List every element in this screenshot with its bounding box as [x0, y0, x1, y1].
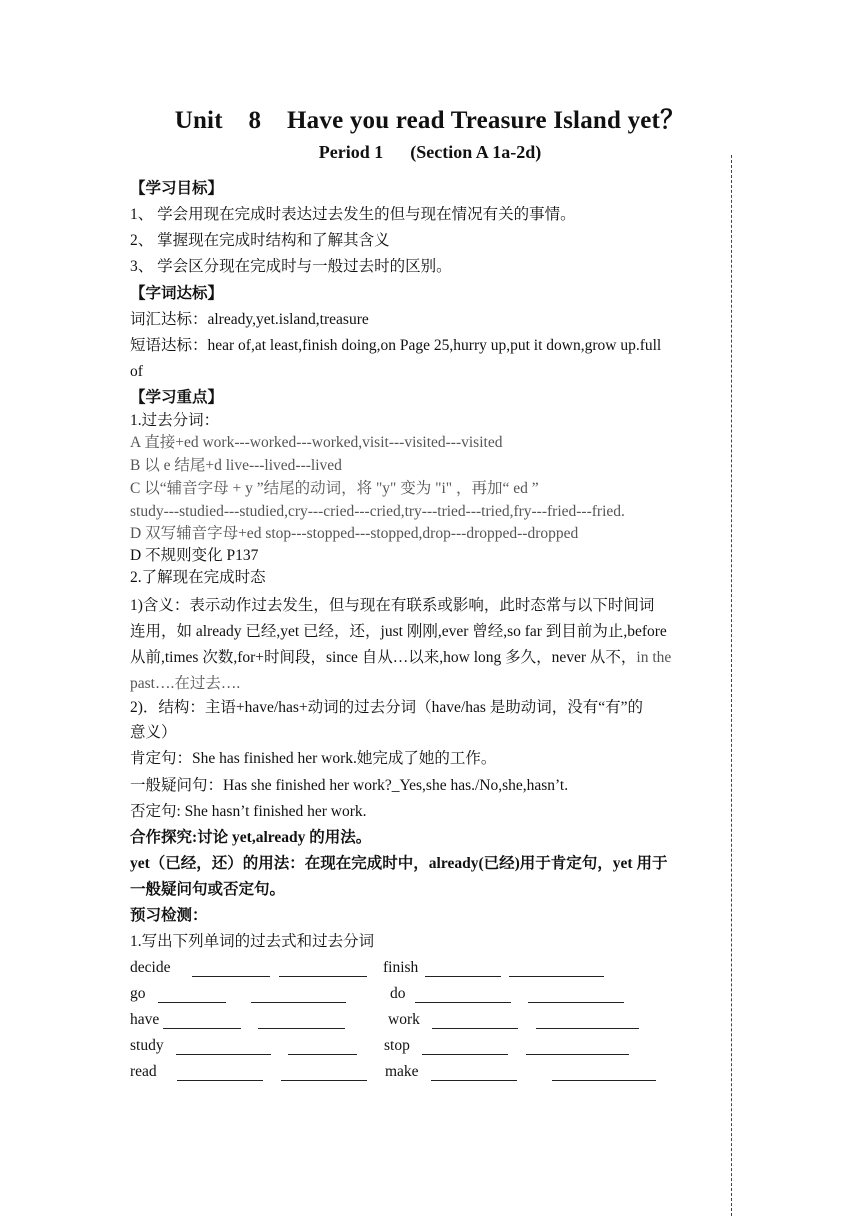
exercise-word: decide — [130, 959, 171, 976]
vocab-phrases-continued: of — [130, 363, 143, 380]
binding-dashed-line — [731, 155, 732, 1216]
answer-blank[interactable] — [425, 976, 501, 977]
exercise-row — [130, 985, 690, 1005]
answer-blank[interactable] — [526, 1054, 629, 1055]
answer-blank[interactable] — [258, 1028, 345, 1029]
positive-sentence: 肯定句：She has finished her work.她完成了她的工作。 — [130, 750, 497, 767]
answer-blank[interactable] — [422, 1054, 508, 1055]
meaning-text-gray: in the — [636, 649, 672, 666]
meaning-line: 1)含义：表示动作过去发生，但与现在有联系或影响，此时态常与以下时间词 — [130, 597, 655, 614]
exercise-row — [130, 959, 690, 979]
answer-blank[interactable] — [432, 1028, 518, 1029]
answer-blank[interactable] — [536, 1028, 639, 1029]
exercise-word: make — [385, 1063, 419, 1080]
cooperation-heading: 合作探究:讨论 yet,already 的用法。 — [130, 829, 372, 846]
exercise-word: go — [130, 985, 146, 1002]
answer-blank[interactable] — [251, 1002, 346, 1003]
exercise-word: finish — [383, 959, 419, 976]
structure-line: 意义） — [130, 724, 177, 741]
page-title: Unit 8 Have you read Treasure Island yet？ — [174, 107, 686, 134]
answer-blank[interactable] — [528, 1002, 624, 1003]
exercise-row — [130, 1011, 690, 1031]
rule-irregular: D 不规则变化 P137 — [130, 547, 259, 564]
exercise-row — [130, 1037, 690, 1057]
answer-blank[interactable] — [192, 976, 270, 977]
meaning-line — [130, 648, 671, 668]
exercise-word: work — [388, 1011, 420, 1028]
vocab-phrases: 短语达标：hear of,at least,finish doing,on Page 25,hurry up,put it down,grow up.full — [130, 337, 662, 354]
answer-blank[interactable] — [431, 1080, 517, 1081]
cooperation-text: yet（已经，还）的用法：在现在完成时中，already(已经)用于肯定句，yet 用于 — [130, 855, 668, 872]
exercise-word: stop — [384, 1037, 410, 1054]
rule-d: D 双写辅音字母+ed stop---stopped---stopped,drop---dropped--dropped — [130, 525, 579, 542]
answer-blank[interactable] — [177, 1080, 263, 1081]
rule-c-examples: study---studied---studied,cry---cried---cried,try---tried---tried,fry---fried---fried. — [130, 503, 625, 520]
exercise-word: have — [130, 1011, 160, 1028]
objectives-heading: 【学习目标】 — [130, 180, 224, 197]
exercise-word: study — [130, 1037, 164, 1054]
answer-blank[interactable] — [279, 976, 367, 977]
answer-blank[interactable] — [288, 1054, 357, 1055]
answer-blank[interactable] — [281, 1080, 367, 1081]
cooperation-text: 一般疑问句或否定句。 — [130, 881, 286, 898]
answer-blank[interactable] — [552, 1080, 656, 1081]
answer-blank[interactable] — [176, 1054, 271, 1055]
vocab-heading: 【字词达标】 — [130, 285, 224, 302]
objective-item: 1、 学会用现在完成时表达过去发生的但与现在情况有关的事情。 — [130, 206, 576, 223]
exercise-word: read — [130, 1063, 157, 1080]
question-sentence: 一般疑问句：Has she finished her work?_Yes,she has./No,she,hasn’t. — [130, 777, 569, 794]
objective-item: 2、 掌握现在完成时结构和了解其含义 — [130, 232, 390, 249]
meaning-text: 从前,times 次数,for+时间段，since 自从…以来,how long 多久，never 从不， — [130, 649, 637, 666]
rule-c: C 以“辅音字母 + y ”结尾的动词，将 "y" 变为 "i" ，再加“ ed ” — [130, 480, 539, 497]
perfect-tense-title: 2.了解现在完成时态 — [130, 569, 266, 586]
vocab-words: 词汇达标：already,yet.island,treasure — [130, 311, 369, 328]
answer-blank[interactable] — [415, 1002, 511, 1003]
preview-heading: 预习检测： — [130, 907, 208, 924]
rule-b: B 以 e 结尾+d live---lived---lived — [130, 457, 342, 474]
meaning-line: 连用，如 already 已经,yet 已经，还，just 刚刚,ever 曾经,so far 到目前为止,before — [130, 623, 667, 640]
answer-blank[interactable] — [163, 1028, 241, 1029]
exercise-word: do — [390, 985, 406, 1002]
page-subtitle: Period 1 (Section A 1a-2d) — [318, 142, 542, 162]
answer-blank[interactable] — [509, 976, 604, 977]
structure-line: 2)．结构：主语+have/has+动词的过去分词（have/has 是助动词，没有“有”的 — [130, 699, 643, 716]
participle-title: 1.过去分词： — [130, 412, 220, 429]
rule-a: A 直接+ed work---worked---worked,visit---visited---visited — [130, 434, 503, 451]
objective-item: 3、 学会区分现在完成时与一般过去时的区别。 — [130, 258, 452, 275]
preview-task: 1.写出下列单词的过去式和过去分词 — [130, 933, 375, 950]
meaning-line: past….在过去…. — [130, 675, 241, 692]
answer-blank[interactable] — [158, 1002, 226, 1003]
negative-sentence: 否定句: She hasn’t finished her work. — [130, 803, 367, 820]
key-points-heading: 【学习重点】 — [130, 389, 224, 406]
exercise-row — [130, 1063, 690, 1083]
